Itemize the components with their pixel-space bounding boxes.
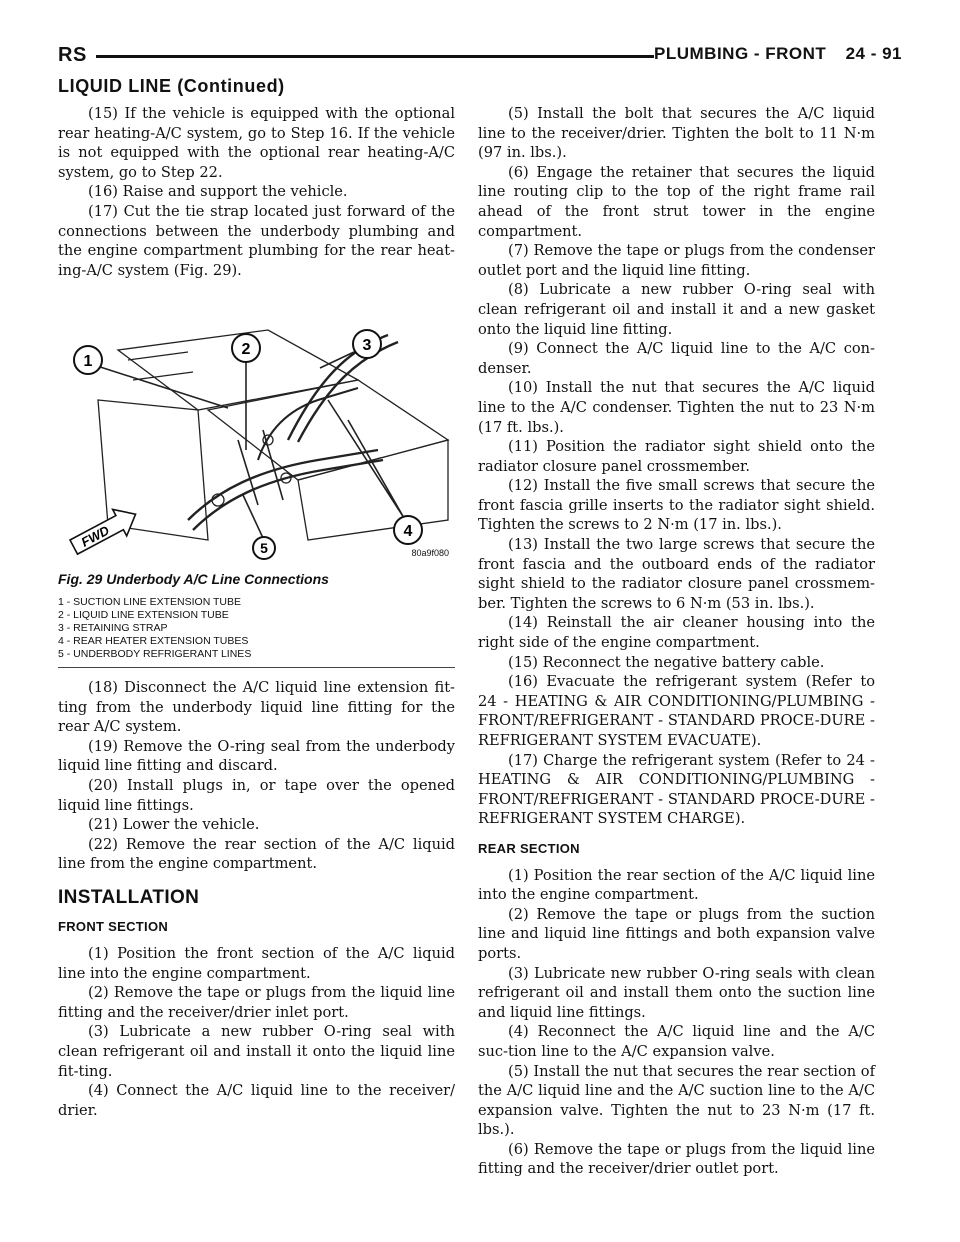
paragraph: (17) Charge the refrigerant system (Refer to 24 - HEATING & AIR CONDITIONING/PLUMBING - FRONT/REFRIGERANT - STANDARD PROCE-DURE - REFRIGERANT SYSTEM CHARGE). [478,751,875,828]
figure-legend [58,596,455,661]
paragraph: (2) Remove the tape or plugs from the liquid line fitting and the receiver/drier inlet port. [58,984,455,1021]
paragraph: (20) Install plugs in, or tape over the opened liquid line fittings. [58,776,455,814]
paragraph: (7) Remove the tape or plugs from the condenser outlet port and the liquid line fitting. [478,242,875,279]
header-rule [96,55,654,58]
right-column [478,104,875,1179]
paragraph: (11) Position the radiator sight shield onto the radiator closure panel crossmember. [478,438,875,475]
callout-4-label: 4 [403,523,413,541]
paragraph: (19) Remove the O-ring seal from the underbody liquid line fitting and discard. [58,737,455,775]
paragraph: (1) Position the front section of the A/C liquid line into the engine compartment. [58,945,455,982]
paragraph: (16) Raise and support the vehicle. [88,183,348,201]
legend-item: 1 - SUCTION LINE EXTENSION TUBE [58,595,242,608]
paragraph: (4) Reconnect the A/C liquid line and the A/C suc-tion line to the A/C expansion valve. [478,1023,875,1060]
paragraph: (14) Reinstall the air cleaner housing into the right side of the engine compartment. [478,614,875,652]
paragraph: (17) Cut the tie strap located just forward of the connections between the underbody plumbing and the engine compartment plumbing for the rear heat-ing-A/C system (Fig. 29). [58,202,455,279]
paragraph: (3) Lubricate new rubber O-ring seals with clean refrigerant oil and install them onto the suction line and liquid line fittings. [478,964,875,1021]
page-header [58,44,902,70]
installation-heading: INSTALLATION [58,886,200,908]
callout-3-label: 3 [362,337,372,355]
paragraph: (18) Disconnect the A/C liquid line extension fit-ting from the underbody liquid line fitting for the rear A/C system. [58,678,455,736]
figure-caption: Fig. 29 Underbody A/C Line Connections [58,571,329,588]
paragraph: (13) Install the two large screws that secure the front fascia and the outboard ends of the radiator sight shield to the radiator closure panel crossmem-ber. Tighten the screws to 6 N·m (53 in. lbs.). [478,536,875,612]
paragraph: (6) Engage the retainer that secures the liquid line routing clip to the top of the right frame rail ahead of the front strut tower in the engine compartment. [478,163,875,240]
paragraph: (10) Install the nut that secures the A/C liquid line to the A/C condenser. Tighten the nut to 23 N·m (17 ft. lbs.). [478,379,875,436]
fwd-label: FWD [78,523,112,551]
legend-item: 5 - UNDERBODY REFRIGERANT LINES [58,647,252,660]
callout-1-label: 1 [83,353,93,371]
paragraph: (21) Lower the vehicle. [88,816,260,834]
paragraph: (8) Lubricate a new rubber O-ring seal with clean refrigerant oil and install it and a new gasket onto the liquid line fitting. [478,281,875,338]
legend-item: 3 - RETAINING STRAP [58,621,168,634]
figure-divider [58,667,455,668]
callout-5-label: 5 [260,540,268,557]
paragraph: (1) Position the rear section of the A/C liquid line into the engine compartment. [478,866,875,904]
left-column [58,104,455,1120]
section-title: LIQUID LINE (Continued) [58,76,285,96]
header-right [654,44,902,64]
paragraph: (22) Remove the rear section of the A/C liquid line from the engine compartment. [58,835,455,873]
paragraph: (4) Connect the A/C liquid line to the receiver/ drier. [58,1082,455,1119]
legend-item: 4 - REAR HEATER EXTENSION TUBES [58,634,249,647]
paragraph: (6) Remove the tape or plugs from the liquid line fitting and the receiver/drier outlet port. [478,1140,875,1178]
paragraph: (2) Remove the tape or plugs from the suction line and liquid line fittings and both expansion valve ports. [478,905,875,962]
crossmember [298,440,448,540]
paragraph: (5) Install the nut that secures the rear section of the A/C liquid line and the A/C suction line to the A/C expansion valve. Tighten the nut to 23 N·m (17 ft. lbs.). [478,1062,875,1139]
fwd-arrow [67,501,143,560]
paragraph: (15) If the vehicle is equipped with the optional rear heating-A/C system, go to Step 16. If the vehicle is not equipped with the optional rear heating-A/C system, go to Step 22. [58,105,455,181]
paragraph: (3) Lubricate a new rubber O-ring seal with clean refrigerant oil and install it onto the liquid line fit-ting. [58,1023,455,1080]
callout-2-label: 2 [241,341,251,359]
rear-section-heading: REAR SECTION [478,840,580,856]
paragraph: (9) Connect the A/C liquid line to the A/C con-denser. [478,340,875,377]
paragraph: (12) Install the five small screws that secure the front fascia grille inserts to the radiator sight shield. Tighten the screws to 2 N·m (17 in. lbs.). [478,477,875,534]
section-name: PLUMBING - FRONT [654,44,827,63]
figure-underbody-ac-lines [58,290,455,560]
paragraph: (16) Evacuate the refrigerant system (Refer to 24 - HEATING & AIR CONDITIONING/PLUMBING - FRONT/REFRIGERANT - STANDARD PROCE-DURE - REFRIGERANT SYSTEM EVACUATE). [478,673,875,749]
front-section-heading: FRONT SECTION [58,919,169,935]
manual-code: RS [58,44,87,66]
legend-item: 2 - LIQUID LINE EXTENSION TUBE [58,608,229,621]
page-number: 24 - 91 [845,44,902,63]
paragraph: (15) Reconnect the negative battery cable. [508,653,825,671]
underbody-illustration [58,290,455,560]
paragraph: (5) Install the bolt that secures the A/C liquid line to the receiver/drier. Tighten the bolt to 11 N·m (97 in. lbs.). [478,105,875,162]
figure-code: 80a9f080 [411,548,449,559]
